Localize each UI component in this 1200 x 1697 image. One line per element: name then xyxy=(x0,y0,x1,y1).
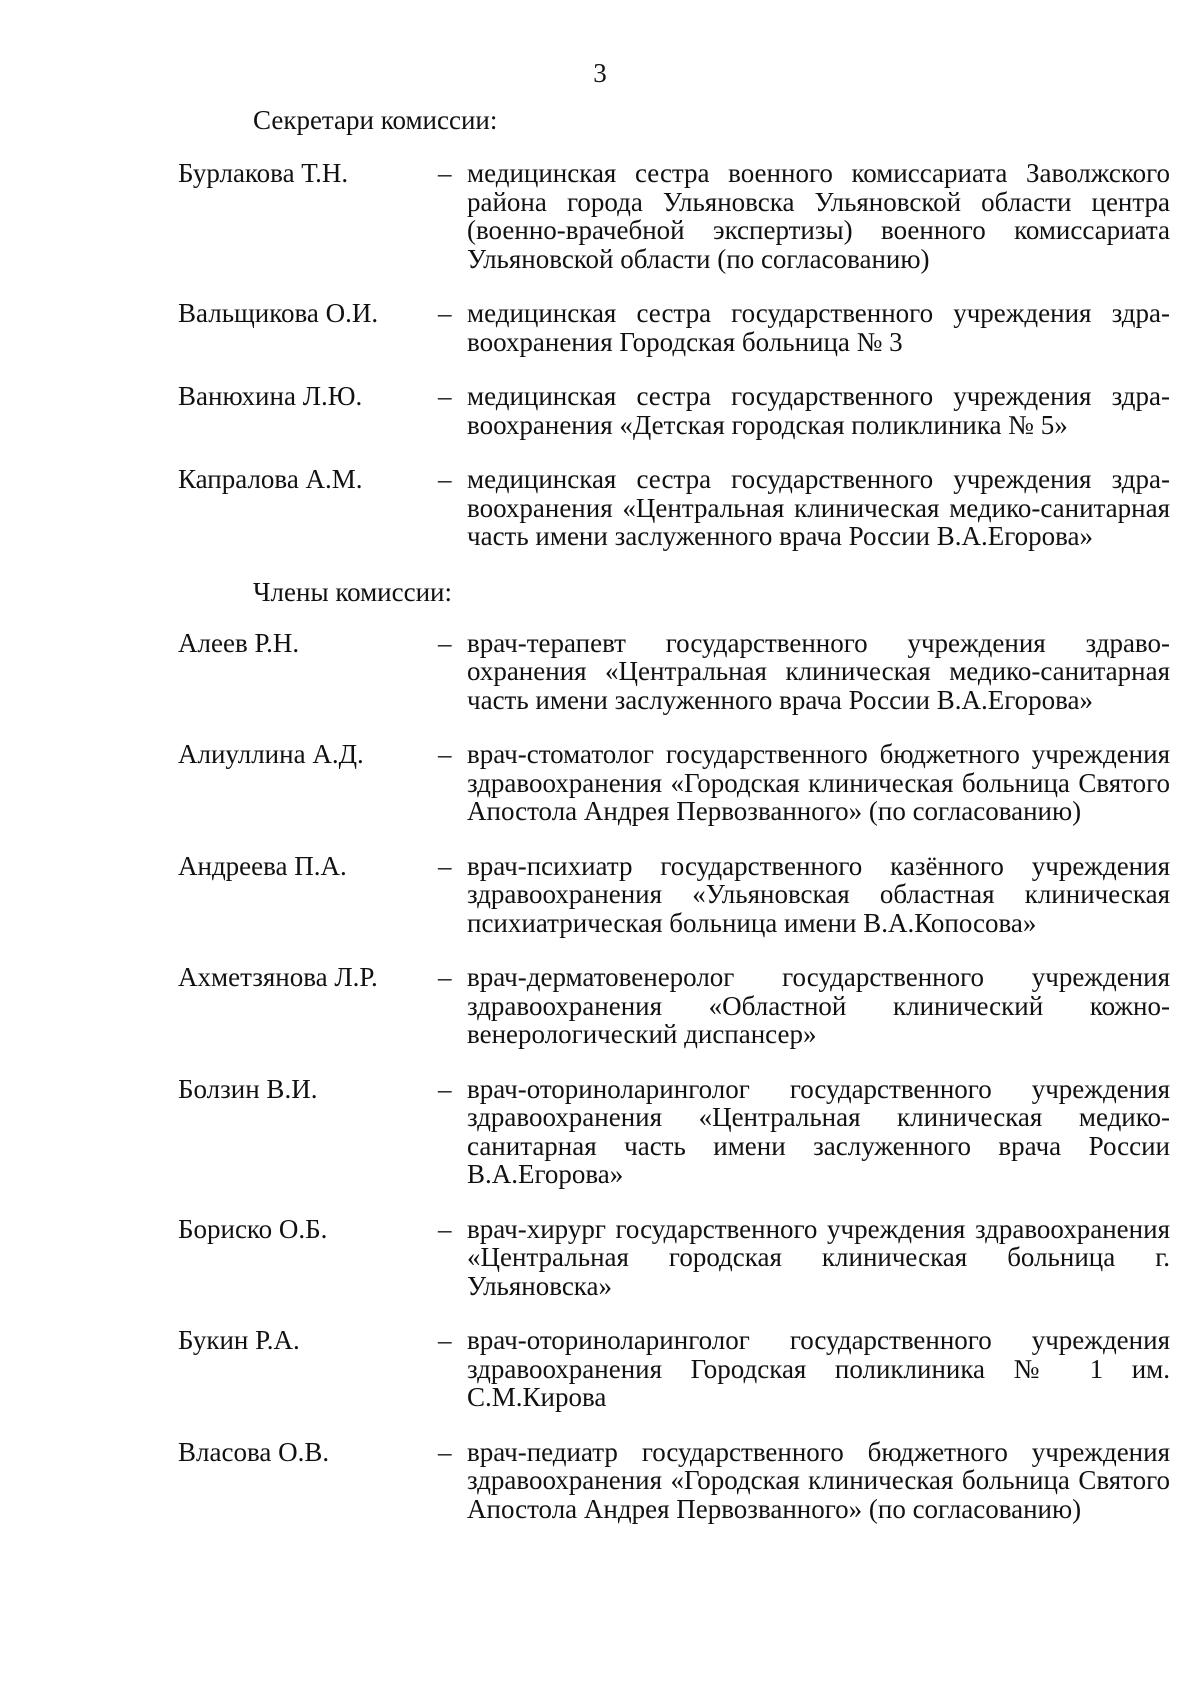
member-entry xyxy=(178,963,1170,1049)
member-entry xyxy=(178,1215,1170,1301)
dash-separator: – xyxy=(438,158,452,188)
dash-separator: – xyxy=(438,627,452,658)
secretary-entry xyxy=(178,382,1170,439)
person-name: Бориско О.Б. xyxy=(178,1213,328,1244)
dash-separator: – xyxy=(438,381,452,411)
person-position: врач-оториноларинголог государственного учреждения здравоохранения «Центральная клиническая медико-санитарная часть имени заслуженного врача России В.А.Егорова» xyxy=(467,1073,1170,1189)
members-list xyxy=(178,629,1170,1524)
person-position: медицинская сестра государственного учреждения здравоохранения Городская больница № 3 xyxy=(467,298,1170,357)
person-name: Власова О.В. xyxy=(178,1436,330,1467)
secretary-entry xyxy=(178,299,1170,356)
dash-separator: – xyxy=(438,962,452,992)
person-name: Букин Р.А. xyxy=(178,1325,300,1355)
member-entry xyxy=(178,1326,1170,1412)
person-name: Бурлакова Т.Н. xyxy=(178,158,349,188)
person-position: врач-педиатр государственного бюджетного учреждения здравоохранения «Городская клиническая больница Святого Апостола Андрея Первозванного» (по согласованию) xyxy=(467,1436,1170,1524)
member-entry xyxy=(178,1075,1170,1189)
person-position: врач-стоматолог государственного бюджетного учреждения здравоохранения «Городская клиническая больница Святого Апостола Андрея Первозванного» (по согласованию) xyxy=(467,739,1170,826)
page-number: 3 xyxy=(593,58,607,88)
commission-list xyxy=(178,105,1170,1549)
secretaries-heading: Секретари комиссии: xyxy=(253,105,498,135)
person-name: Болзин В.И. xyxy=(178,1073,318,1104)
secretaries-list xyxy=(178,159,1170,551)
person-name: Капралова А.М. xyxy=(178,464,363,494)
person-position: врач-психиатр государственного казённого учреждения здравоохранения «Ульяновская областная клиническая психиатрическая больница имени В.А.Копосова» xyxy=(467,850,1170,938)
dash-separator: – xyxy=(438,464,452,494)
member-entry xyxy=(178,1438,1170,1524)
dash-separator: – xyxy=(438,1213,452,1244)
person-name: Вальщикова О.И. xyxy=(178,298,379,328)
person-name: Ахметзянова Л.Р. xyxy=(178,962,378,992)
person-position: врач-оториноларинголог государственного учреждения здравоохранения Городская поликлиника № 1 им. С.М.Кирова xyxy=(467,1325,1170,1412)
secretary-entry xyxy=(178,465,1170,551)
members-heading: Члены комиссии: xyxy=(253,576,452,607)
person-name: Ванюхина Л.Ю. xyxy=(178,381,363,411)
person-position: медицинская сестра военного комиссариата Заволжского района города Ульяновска Ульяновской области центра (военно-врачебной экспертизы) военного комиссариата Ульяновской области (по согласованию) xyxy=(467,158,1170,274)
person-position: врач-дерматовенеролог государственного учреждения здравоохранения «Областной клинический кожно-венерологический диспансер» xyxy=(467,962,1170,1049)
dash-separator: – xyxy=(438,1073,452,1104)
person-name: Алеев Р.Н. xyxy=(178,627,300,658)
person-position: врач-хирург государственного учреждения здравоохранения «Центральная городская клиническая больница г. Ульяновска» xyxy=(467,1213,1170,1301)
person-position: медицинская сестра государственного учреждения здравоохранения «Центральная клиническая медико-санитарная часть имени заслуженного врача России В.А.Егорова» xyxy=(467,464,1170,551)
dash-separator: – xyxy=(438,850,452,881)
member-entry xyxy=(178,629,1170,715)
person-name: Алиуллина А.Д. xyxy=(178,739,364,769)
person-name: Андреева П.А. xyxy=(178,850,347,881)
dash-separator: – xyxy=(438,1436,452,1467)
person-position: врач-терапевт государственного учреждения здравоохранения «Центральная клиническая медико-санитарная часть имени заслуженного врача России В.А.Егорова» xyxy=(467,627,1170,715)
dash-separator: – xyxy=(438,1325,452,1355)
member-entry xyxy=(178,740,1170,826)
member-entry xyxy=(178,852,1170,938)
person-position: медицинская сестра государственного учреждения здравоохранения «Детская городская поликлиника № 5» xyxy=(467,381,1170,440)
dash-separator: – xyxy=(438,298,452,328)
dash-separator: – xyxy=(438,739,452,769)
secretary-entry xyxy=(178,159,1170,273)
